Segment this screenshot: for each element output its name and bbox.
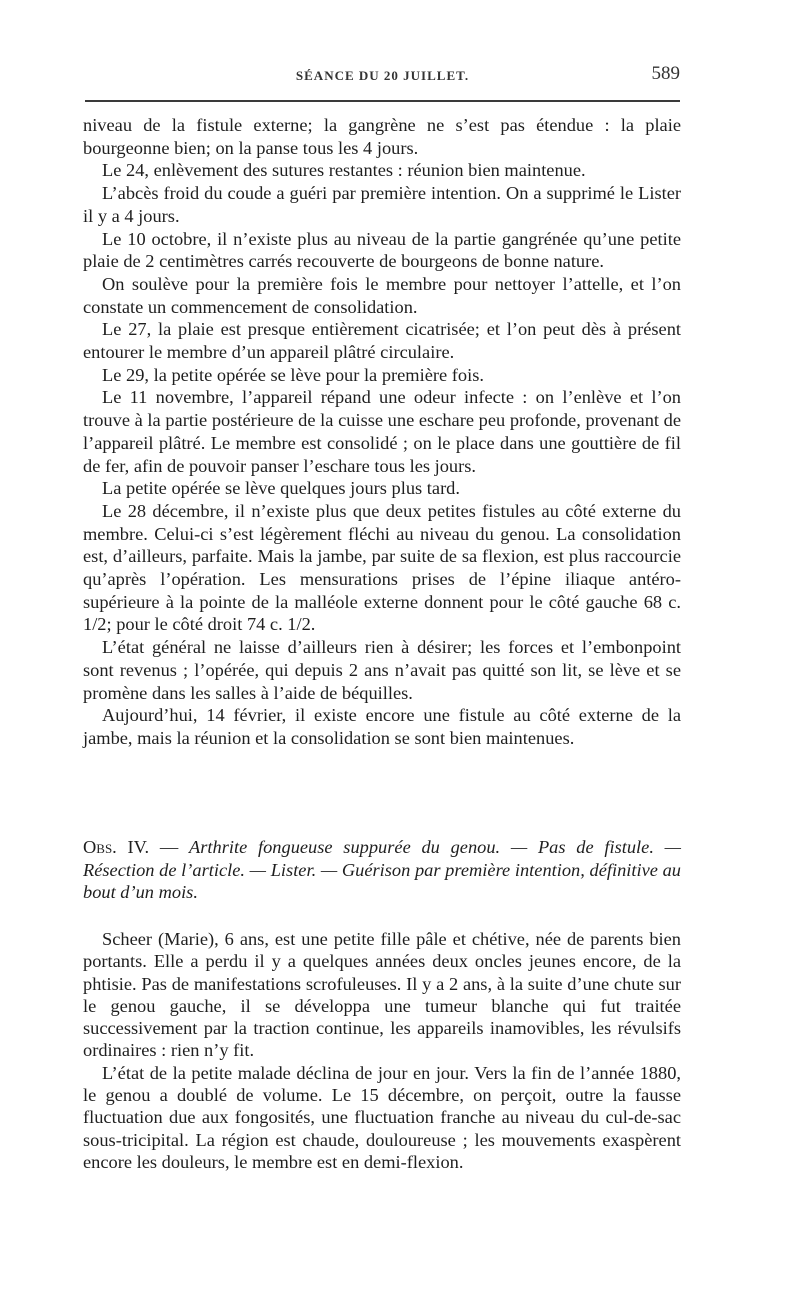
observation-title: Arthrite fongueuse suppurée du genou. — Pas de fistule. — Résection de l’article. — Lister. — Guérison par première intention, définitive au bout d’un mois.	[83, 837, 682, 902]
paragraph: Aujourd’hui, 14 février, il existe encore une fistule au côté externe de la jambe, mais la réunion et la consolidation se sont bien maintenues.	[83, 705, 681, 748]
paragraph: niveau de la fistule externe; la gangrène ne s’est pas étendue : la plaie bourgeonne bien; on la panse tous les 4 jours.	[83, 115, 681, 158]
paragraph: L’abcès froid du coude a guéri par première intention. On a supprimé le Lister il y a 4 jours.	[83, 183, 681, 226]
running-header	[85, 62, 680, 92]
header-title: SÉANCE DU 20 JUILLET.	[295, 68, 470, 83]
paragraph: La petite opérée se lève quelques jours plus tard.	[102, 478, 460, 499]
paragraph: Le 28 décembre, il n’existe plus que deux petites fistules au côté externe du membre. Celui-ci s’est légèrement fléchi au niveau du genou. La consolidation est, d’ailleurs, parfaite. Mais la jambe, par suite de sa flexion, est plus raccourcie qu’après l’opération. Les mensurations prises de l’épine iliaque antéro-supérieure à la pointe de la malléole externe donnent pour le côté gauche 68 c. 1/2; pour le côté droit 74 c. 1/2.	[83, 500, 681, 635]
case-text	[83, 928, 681, 1173]
observation-heading	[83, 836, 681, 904]
page-number: 589	[651, 63, 680, 84]
main-text	[83, 114, 681, 750]
paragraph: Le 10 octobre, il n’existe plus au niveau de la partie gangrénée qu’une petite plaie de 2 centimètres carrés recouverte de bourgeons de bonne nature.	[83, 228, 681, 272]
observation-label: Obs. IV. —	[83, 837, 179, 857]
paragraph: Scheer (Marie), 6 ans, est une petite fille pâle et chétive, née de parents bien portants. Elle a perdu il y a quelques années deux oncles jeunes encore, de la phtisie. Pas de manifestations scrofuleuses. Il y a 2 ans, à la suite d’une chute sur le genou gauche, il se développa une tumeur blanche qui fut traitée successivement par la traction continue, les appareils inamovibles, les révulsifs ordinaires : rien n’y fit.	[83, 929, 681, 1061]
paragraph: On soulève pour la première fois le membre pour nettoyer l’attelle, et l’on constate un commencement de consolidation.	[83, 273, 681, 317]
paragraph: L’état général ne laisse d’ailleurs rien à désirer; les forces et l’embonpoint sont revenus ; l’opérée, qui depuis 2 ans n’avait pas quitté son lit, se lève et se promène dans les salles à l’aide de béquilles.	[83, 637, 681, 703]
paragraph: Le 11 novembre, l’appareil répand une odeur infecte : on l’enlève et l’on trouve à la partie postérieure de la cuisse une eschare peu profonde, provenant de l’appareil plâtré. Le membre est consolidé ; on le place dans une gouttière de fil de fer, afin de pouvoir panser l’eschare tous les jours.	[83, 387, 681, 476]
header-rule	[85, 100, 680, 102]
paragraph: Le 24, enlèvement des sutures restantes : réunion bien maintenue.	[102, 160, 586, 181]
paragraph: Le 29, la petite opérée se lève pour la première fois.	[102, 364, 484, 385]
paragraph: L’état de la petite malade déclina de jour en jour. Vers la fin de l’année 1880, le genou a doublé de volume. Le 15 décembre, on perçoit, outre la fausse fluctuation due aux fongosités, une fluctuation franche au niveau du cul-de-sac sous-tricipital. La région est chaude, douloureuse ; les mouvements exaspèrent encore les douleurs, le membre est en demi-flexion.	[83, 1062, 681, 1172]
paragraph: Le 27, la plaie est presque entièrement cicatrisée; et l’on peut dès à présent entourer le membre d’un appareil plâtré circulaire.	[83, 319, 681, 363]
